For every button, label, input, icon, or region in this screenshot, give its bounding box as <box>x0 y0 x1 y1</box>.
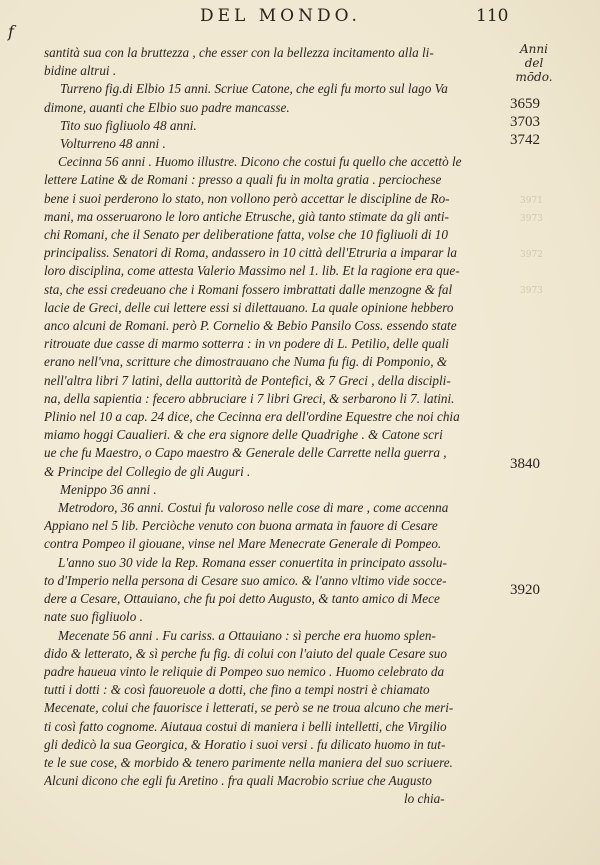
text-line: Turreno fig.di Elbio 15 anni. Scriue Catone, che egli fu morto sul lago Va <box>60 81 448 97</box>
text-line: loro disciplina, come attesta Valerio Massimo nel 1. lib. Et la ragione era que- <box>44 263 460 279</box>
bleed-through-year: 3973 <box>520 214 543 224</box>
text-line: nate suo figliuolo . <box>44 609 143 625</box>
text-line: erano nell'vna, scritture che dimostrauano che Numa fu fig. di Pomponio, & <box>44 354 448 370</box>
margin-title-line: mōdo. <box>515 70 553 84</box>
text-line: lettere Latine & de Romani : presso a quali fu in molta gratia . perciochese <box>44 172 442 188</box>
text-line: gli dedicò la sua Georgica, & Horatio i suoi versi . fu dilicato huomo in tut- <box>44 736 446 752</box>
margin-year: 3840 <box>510 456 540 472</box>
text-line: L'anno suo 30 vide la Rep. Romana esser conuertita in principato assolu- <box>58 554 447 570</box>
margin-title-line: del <box>524 56 544 70</box>
text-line: mani, ma osseruarono le loro antiche Etrusche, già tanto stimate da gli anti- <box>44 208 449 224</box>
margin-year: 3659 <box>510 96 540 112</box>
bleed-through-year: 3972 <box>520 250 543 260</box>
text-line: bidine altrui . <box>44 63 117 79</box>
text-line: ti così fatto cognome. Aiutaua costui di maniera i belli intelletti, che Virgilio <box>44 718 447 734</box>
text-line: sta, che essi credeuano che i Romani fossero imbrattati dalle menzogne & fal <box>44 281 453 297</box>
running-head: DEL MONDO. <box>200 6 361 26</box>
text-line: na, della sapientia : fecero abbruciare i 7 libri Greci, & serbarono li 7. latini. <box>44 390 455 406</box>
text-line: Appiano nel 5 lib. Perciòche venuto con buona armata in fauore di Cesare <box>44 518 438 534</box>
text-line: te le sue cose, & morbido & tenero parimente nella maniera del suo scriuere. <box>44 754 453 770</box>
text-line: chi Romani, che il Senato per deliberatione fatta, volse che 10 figliuoli di 10 <box>44 227 448 243</box>
text-line: ritrouate due casse di marmo sotterra : in vn podere di L. Petilio, delle quali <box>44 336 449 352</box>
text-line: Metrodoro, 36 anni. Costui fu valoroso nelle cose di mare , come accenna <box>58 500 449 516</box>
text-line: Mecenate 56 anni . Fu cariss. a Ottauiano : sì perche era huomo splen- <box>58 627 436 643</box>
text-line: bene i suoi perderono lo stato, non vollono però accettar le discipline de Ro- <box>44 190 450 206</box>
text-line: tutti i dotti : & così fauoreuole a dotti, che fino a tempi nostri è chiamato <box>44 682 430 698</box>
bleed-through-year: 3971 <box>520 196 543 206</box>
bleed-through-year: 3973 <box>520 286 543 296</box>
text-column <box>44 44 504 809</box>
text-line: dido & letterato, & sì perche fu fig. di colui con l'aiuto del quale Cesare suo <box>44 645 447 661</box>
text-line: Menippo 36 anni . <box>60 481 157 497</box>
text-line: Cecinna 56 anni . Huomo illustre. Dicono che costui fu quello che accettò le <box>58 154 462 170</box>
printers-mark: f <box>8 22 14 41</box>
text-line: Mecenate, colui che fauorisce i letterati, se però se ne troua alcuno che meri- <box>44 700 454 716</box>
text-line: to d'Imperio nella persona di Cesare suo amico. & l'anno vltimo vide socce- <box>44 572 447 588</box>
text-line: dere a Cesare, Ottauiano, che fu poi detto Augusto, & tanto amico di Mece <box>44 591 440 607</box>
text-line: santità sua con la bruttezza , che esser con la bellezza incitamento alla li- <box>44 45 434 60</box>
text-line: padre haueua vinto le reliquie di Pompeo suo nemico . Huomo celebrato da <box>44 663 445 679</box>
margin-year: 3703 <box>510 114 540 130</box>
text-line: Volturreno 48 anni . <box>60 136 166 152</box>
margin-year: 3920 <box>510 582 540 598</box>
text-line: principaliss. Senatori di Roma, andassero in 10 città dell'Etruria a imparar la <box>44 245 457 261</box>
text-line: lacie de Greci, delle cui lettere essi si dilettauano. La quale opinione hebbero <box>44 299 454 315</box>
text-line: anco alcuni de Romani. però P. Cornelio & Bebio Pansilo Coss. essendo state <box>44 318 457 334</box>
text-line: lo chia- <box>404 791 445 807</box>
text-line: Plinio nel 10 a cap. 24 dice, che Cecinna era dell'ordine Equestre che noi chia <box>44 409 460 425</box>
text-line: & Principe del Collegio de gli Auguri . <box>44 463 251 479</box>
text-line: miamo hoggi Caualieri. & che era signore delle Quadrighe . & Catone scri <box>44 427 443 443</box>
text-line: Tito suo figliuolo 48 anni. <box>60 117 197 133</box>
text-line: contra Pompeo il giouane, vinse nel Mare Menecrate Generale di Pompeo. <box>44 536 442 552</box>
margin-title <box>504 42 564 84</box>
text-line: ue che fu Maestro, o Capo maestro & Generale delle Carrette nella guerra , <box>44 445 447 461</box>
text-line: dimone, auanti che Elbio suo padre mancasse. <box>44 99 290 115</box>
text-line: nell'altra libri 7 latini, della auttorità de Pontefici, & 7 Greci , della discipli- <box>44 372 451 388</box>
text-line: Alcuni dicono che egli fu Aretino . fra quali Macrobio scriue che Augusto <box>44 773 432 789</box>
folio-number: 110 <box>476 6 509 26</box>
margin-title-line: Anni <box>520 42 548 56</box>
margin-year: 3742 <box>510 132 540 148</box>
